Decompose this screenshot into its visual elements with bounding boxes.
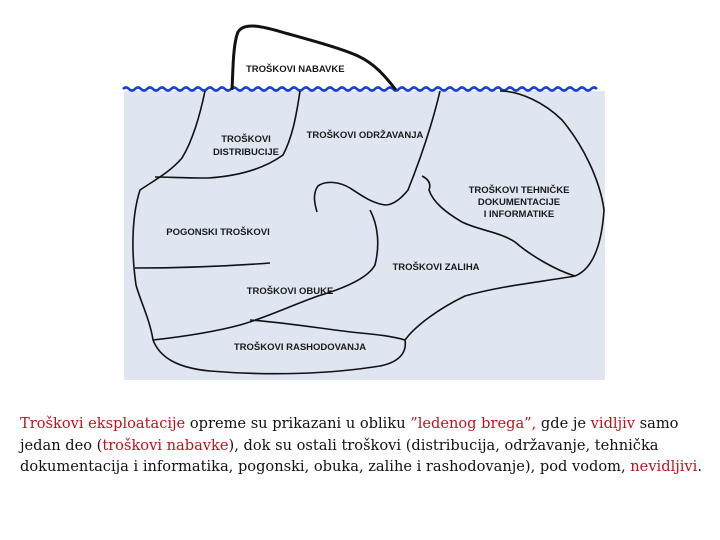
label-tehnicka-line3: I INFORMATIKE: [483, 209, 555, 220]
label-tehnicka-line2: DOKUMENTACIJE: [477, 197, 561, 208]
iceberg-tip-outline: [232, 26, 396, 90]
label-rashodovanje: TROŠKOVI RASHODOVANJA: [233, 342, 367, 353]
caption-fragment: .: [697, 458, 702, 475]
caption-highlight: ”ledenog brega”,: [410, 415, 537, 432]
label-pogonski: POGONSKI TROŠKOVI: [166, 227, 270, 238]
label-nabavka: TROŠKOVI NABAVKE: [246, 64, 345, 75]
caption-highlight: troškovi nabavke: [102, 436, 229, 454]
caption-highlight: vidljiv: [590, 415, 636, 432]
label-tehnicka-line1: TROŠKOVI TEHNIČKE: [468, 185, 570, 196]
caption-highlight: Troškovi eksploatacije: [20, 415, 186, 432]
label-odrzavanje: TROŠKOVI ODRŽAVANJA: [306, 130, 424, 141]
caption-fragment: opreme su prikazani u obliku: [185, 415, 411, 432]
label-obuka: TROŠKOVI OBUKE: [246, 286, 334, 297]
caption-fragment: ), dok su ostali troškovi (distribucija, održavanje, tehnička dokumentacija i informatika, pogonski, obuka, zalihe i rashodovanje), pod vodom,: [20, 436, 659, 475]
caption-text: [20, 413, 710, 478]
label-distribucija-line2: DISTRIBUCIJE: [213, 147, 279, 158]
caption-fragment: gde je: [536, 415, 591, 432]
label-zalihe: TROŠKOVI ZALIHA: [392, 262, 480, 273]
water-line: [123, 88, 597, 91]
label-distribucija-line1: TROŠKOVI: [221, 134, 271, 145]
caption-fragment: samo jedan deo (: [20, 415, 679, 454]
caption-highlight: nevidljivi: [630, 458, 698, 475]
